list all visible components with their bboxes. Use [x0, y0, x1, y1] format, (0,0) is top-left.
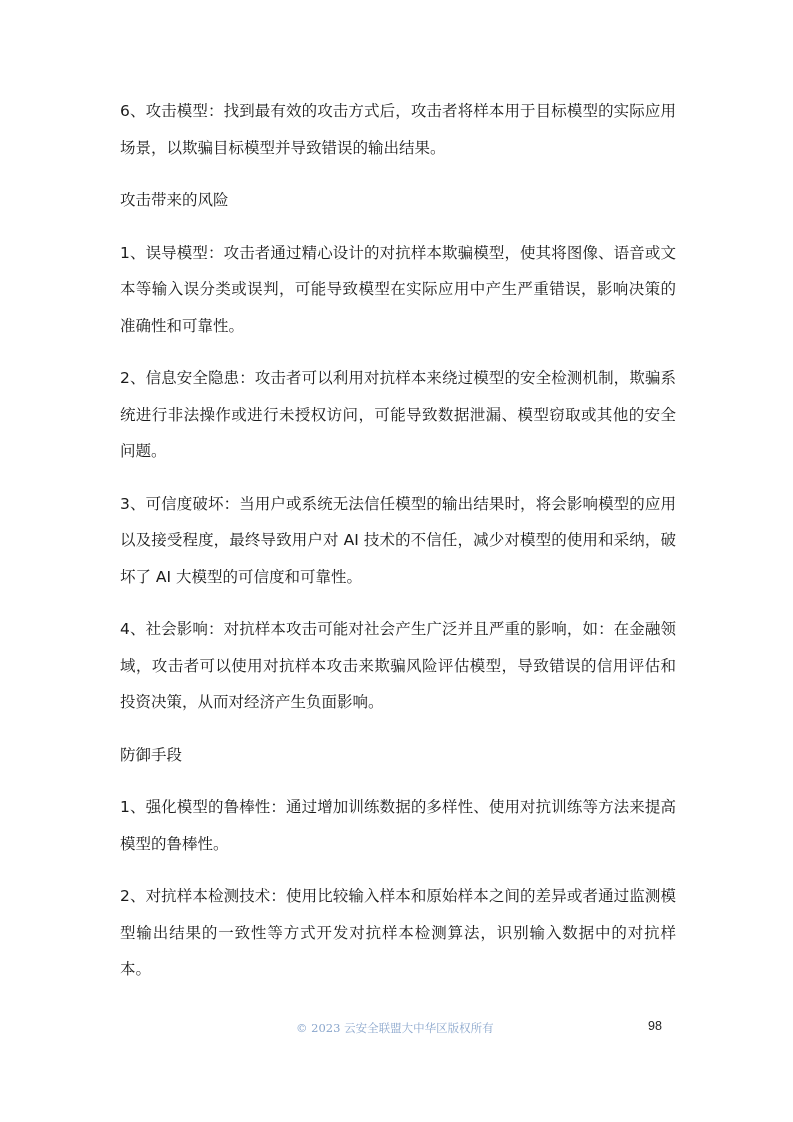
- section-heading-attack-risks: 攻击带来的风险: [120, 191, 229, 209]
- paragraph-social-impact: 4、社会影响：对抗样本攻击可能对社会产生广泛并且严重的影响，如：在金融领域，攻击者可以使用对抗样本攻击来欺骗风险评估模型，导致错误的信用评估和投资决策，从而对经济产生负面影响。: [120, 620, 676, 711]
- paragraph-credibility-damage: 3、可信度破坏：当用户或系统无法信任模型的输出结果时，将会影响模型的应用以及接受程度，最终导致用户对 AI 技术的不信任，减少对模型的使用和采纳，破坏了 AI 大模型的可信度和可靠性。: [120, 494, 676, 586]
- paragraph-adversarial-detection: 2、对抗样本检测技术：使用比较输入样本和原始样本之间的差异或者通过监测模型输出结果的一致性等方式开发对抗样本检测算法，识别输入数据中的对抗样本。: [120, 887, 676, 978]
- paragraph-robustness: 1、强化模型的鲁棒性：通过增加训练数据的多样性、使用对抗训练等方法来提高模型的鲁棒性。: [120, 798, 676, 853]
- page-footer: [0, 1020, 793, 1040]
- paragraph-attack-model: 6、攻击模型：找到最有效的攻击方式后，攻击者将样本用于目标模型的实际应用场景，以欺骗目标模型并导致错误的输出结果。: [120, 102, 676, 157]
- paragraph-security-risk: 2、信息安全隐患：攻击者可以利用对抗样本来绕过模型的安全检测机制，欺骗系统进行非法操作或进行未授权访问，可能导致数据泄漏、模型窃取或其他的安全问题。: [120, 369, 676, 460]
- section-heading-defense: 防御手段: [120, 745, 183, 764]
- paragraph-mislead-model: 1、误导模型：攻击者通过精心设计的对抗样本欺骗模型，使其将图像、语音或文本等输入误分类或误判，可能导致模型在实际应用中产生严重错误，影响决策的准确性和可靠性。: [120, 243, 676, 335]
- copyright-notice: © 2023 云安全联盟大中华区版权所有: [296, 1021, 494, 1035]
- page-number: 98: [648, 1019, 662, 1033]
- document-body: [120, 93, 676, 1004]
